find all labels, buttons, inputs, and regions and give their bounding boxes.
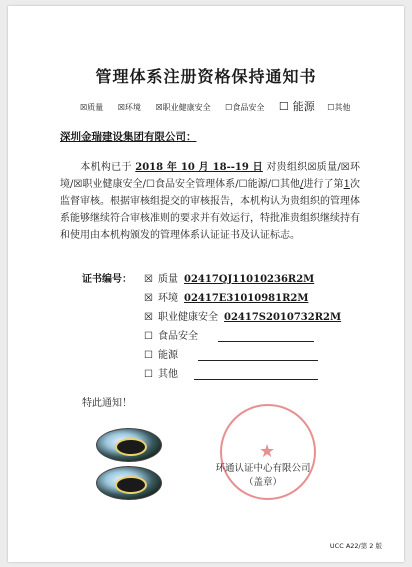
issuer-block [208, 462, 318, 490]
scope-food: ☐食品安全 [225, 103, 265, 112]
cert-checkbox: ☐ [144, 369, 153, 380]
body-text-c: 进行了第 [303, 179, 344, 190]
hologram-sticker-top [96, 428, 162, 462]
cert-checkbox: ☒ [144, 312, 153, 323]
cert-checkbox: ☐ [144, 331, 153, 342]
audit-date: 2018 年 10 月 18--19 日 [135, 162, 263, 173]
scope-checkbox-row [80, 98, 362, 114]
hologram-eye-icon [115, 476, 147, 494]
scope-environment: ☒环境 [117, 103, 141, 112]
cert-number-blank [198, 346, 318, 361]
cert-heading: 证书编号： [82, 274, 132, 285]
cert-row-quality [82, 270, 341, 289]
cert-number: 02417S2010732R2M [224, 312, 342, 323]
certificate-list [82, 270, 341, 384]
recipient-name: 深圳金瑞建设集团有限公司： [60, 131, 197, 143]
cert-row-ohs [82, 308, 341, 327]
document-title: 管理体系注册资格保持通知书 [95, 67, 317, 86]
notice-body [60, 159, 360, 244]
scope-energy-box: ☐ [278, 100, 289, 113]
cert-number: 02417QJ11010236R2M [184, 274, 315, 285]
cert-row-energy [82, 346, 341, 365]
cert-row-food [82, 327, 341, 346]
cert-checkbox: ☐ [144, 350, 153, 361]
cert-number: 02417E31010981R2M [184, 293, 309, 304]
cert-number-blank [194, 365, 318, 380]
cert-label: 质量 [158, 274, 178, 285]
scope-quality: ☒质量 [80, 103, 104, 112]
cert-checkbox: ☒ [144, 293, 153, 304]
scope-energy: 能源 [292, 100, 315, 113]
scope-ohs: ☒职业健康安全 [155, 103, 211, 112]
cert-label: 职业健康安全 [158, 312, 218, 323]
cert-row-environment [82, 289, 341, 308]
cert-label: 能源 [158, 350, 178, 361]
cert-row-other [82, 365, 341, 384]
issuer-name: 环通认证中心有限公司 [215, 463, 311, 474]
notice-page [8, 6, 404, 562]
body-text-a: 本机构已于 [80, 162, 132, 173]
special-notice: 特此通知！ [82, 398, 132, 409]
cert-number-blank [218, 327, 314, 342]
hologram-eye-icon [115, 438, 147, 456]
issuer-seal-note: （盖章） [243, 477, 282, 488]
body-text-d: 次监督审核。根据审核组提交的审核报告，本机构认为贵组织的管理体系能够继续符合审核准则的要求并有效运行，特批准贵组织继续持有和使用由本机构颁发的管理体系认证证书及认证标志。 [60, 179, 360, 241]
form-code: UCC A22/第 2 版 [329, 542, 382, 550]
hologram-sticker-bottom [96, 466, 162, 500]
scope-other: ☐其他 [327, 103, 351, 112]
cert-label: 环境 [158, 293, 178, 304]
cert-label: 其他 [158, 369, 178, 380]
seal-star-icon: ★ [259, 440, 276, 462]
cert-label: 食品安全 [158, 331, 198, 342]
cert-checkbox: ☒ [144, 274, 153, 285]
other-fill: / [300, 179, 304, 190]
audit-number: 1 [343, 179, 350, 190]
body-text-b: 对贵组织☒质量/☒环境/☒职业健康安全/☐食品安全管理体系/☐能源/☐其他 [60, 162, 361, 190]
